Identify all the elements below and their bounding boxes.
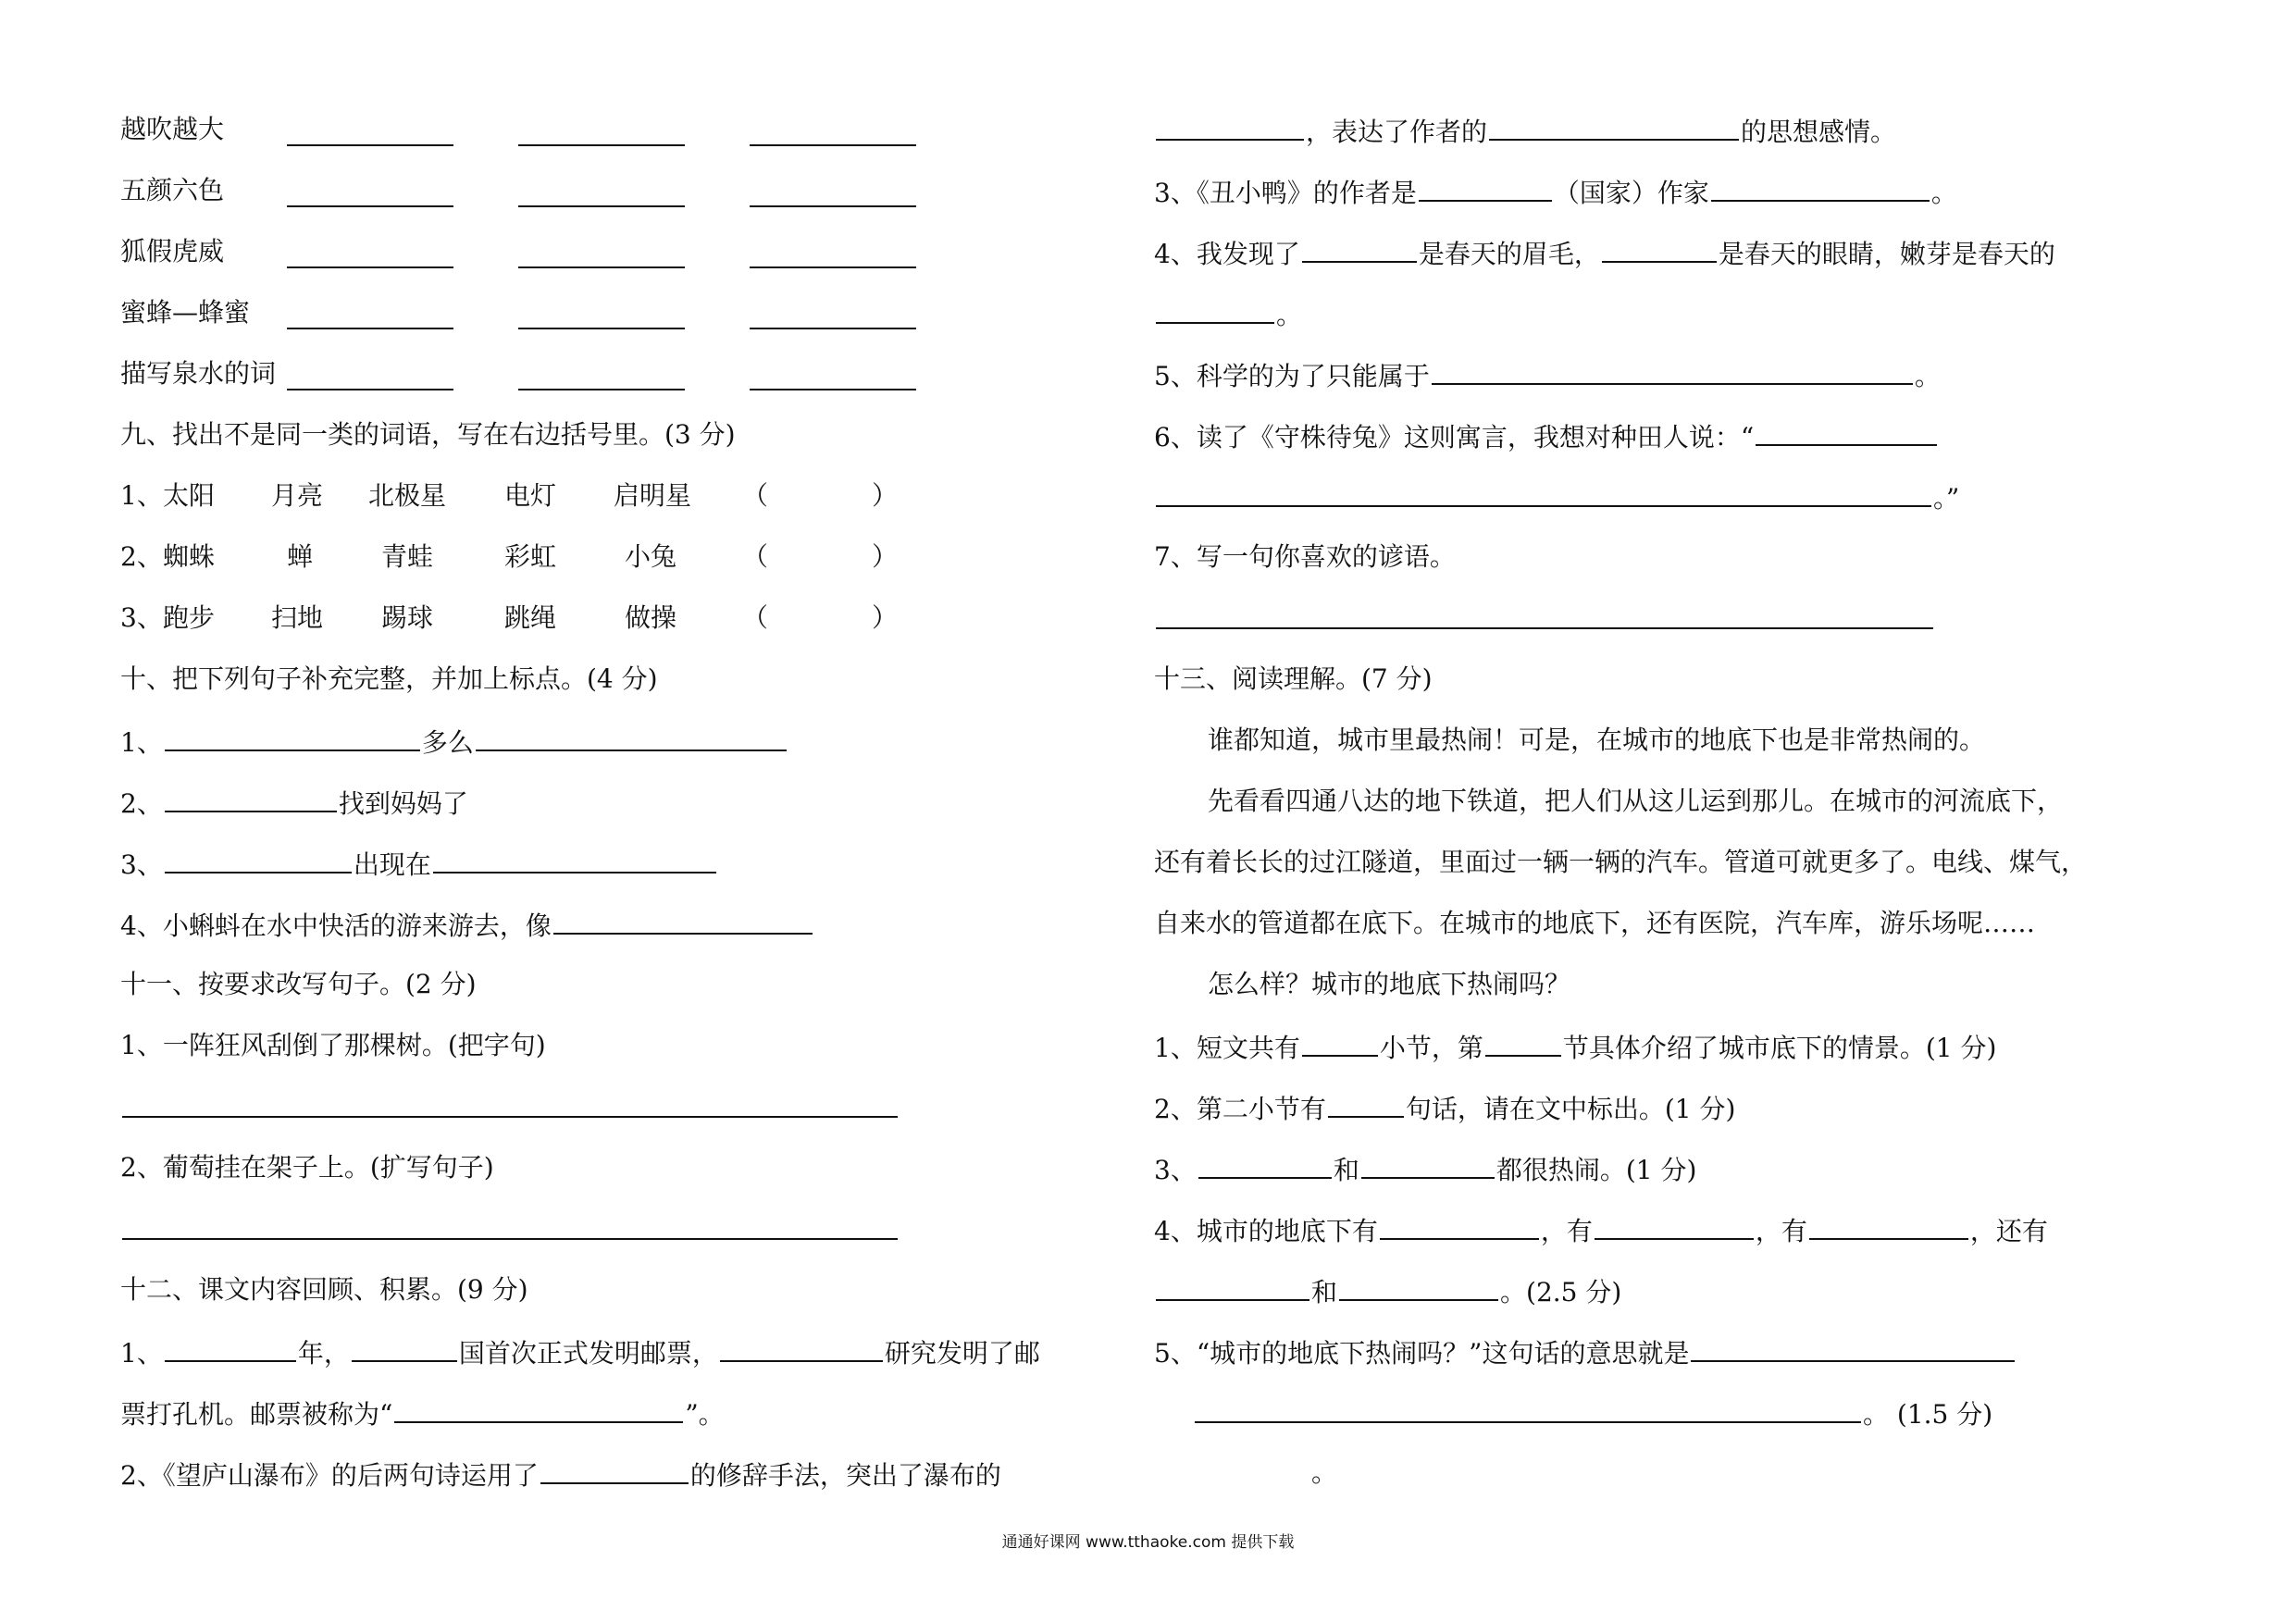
answer-blank[interactable]	[1156, 1271, 1309, 1301]
sentence-line	[120, 1394, 725, 1433]
answer-blank[interactable]	[287, 361, 453, 390]
sentence-text: ”。	[685, 1399, 725, 1430]
sentence-text: 票打孔机。邮票被称为“	[120, 1399, 393, 1430]
sentence-line	[1154, 172, 1957, 212]
sentence-text: 1、短文共有	[1154, 1033, 1300, 1063]
answer-blank[interactable]	[165, 783, 337, 812]
answer-blank[interactable]	[518, 300, 685, 329]
sentence-text: 多么	[421, 727, 474, 758]
word: 太阳	[163, 480, 216, 511]
sentence-line	[1154, 477, 1959, 517]
answer-blank[interactable]	[750, 300, 916, 329]
word: 蜘蛛	[163, 541, 216, 572]
item-number: 3、	[120, 849, 163, 880]
answer-blank[interactable]	[287, 300, 453, 329]
section-title-10: 十、把下列句子补充完整，并加上标点。(4 分)	[120, 663, 658, 694]
sentence-line	[1193, 1394, 1992, 1433]
idiom-label: 描写泉水的词	[120, 358, 277, 389]
answer-blank[interactable]	[476, 722, 787, 751]
answer-blank[interactable]	[165, 1332, 296, 1362]
answer-blank[interactable]	[750, 361, 916, 390]
sentence-line	[1154, 355, 1941, 395]
sentence-text: ，有	[1755, 1216, 1807, 1246]
word: 跳绳	[504, 602, 557, 633]
sentence-text: ，有	[1540, 1216, 1593, 1246]
answer-blank[interactable]	[518, 239, 685, 268]
word: 彩虹	[504, 541, 557, 572]
passage-paragraph: 还有着长长的过江隧道，里面过一辆一辆的汽车。管道可就更多了。电线、煤气，	[1154, 847, 2088, 877]
word: 青蛙	[381, 541, 434, 572]
sentence-text: 2、第二小节有	[1154, 1094, 1326, 1124]
sentence-text: 。	[1914, 361, 1941, 391]
answer-blank[interactable]	[1432, 355, 1913, 385]
answer-parentheses[interactable]: （ ）	[742, 480, 899, 511]
footer-source: 通通好课网 www.tthaoke.com 提供下载	[1001, 1533, 1295, 1552]
word: 踢球	[381, 602, 434, 633]
section-title-12: 十二、课文内容回顾、积累。(9 分)	[120, 1274, 528, 1305]
sentence-line: 。	[1311, 1457, 1338, 1488]
section-title-11: 十一、按要求改写句子。(2 分)	[120, 969, 477, 999]
answer-blank[interactable]	[750, 117, 916, 146]
sentence-text: 5、科学的为了只能属于	[1154, 361, 1430, 391]
answer-blank[interactable]	[1302, 233, 1417, 263]
sentence-text: 出现在	[353, 849, 431, 880]
answer-blank[interactable]	[1485, 1027, 1561, 1057]
answer-blank[interactable]	[1711, 172, 1930, 202]
word: 月亮	[271, 480, 324, 511]
sentence-text: （国家）作家	[1553, 178, 1709, 208]
sentence-text: 。	[1276, 300, 1303, 330]
sentence-line	[1154, 1027, 1996, 1067]
sentence-text: 和	[1333, 1155, 1359, 1185]
word: 小兔	[625, 541, 677, 572]
sentence-line	[120, 722, 788, 762]
item-number: 1、	[120, 480, 163, 511]
answer-blank[interactable]	[1198, 1149, 1332, 1179]
sentence-line	[120, 1332, 1040, 1372]
sentence-text: 4、我发现了	[1154, 239, 1300, 269]
sentence-text: 3、	[1154, 1155, 1197, 1185]
answer-blank[interactable]	[1595, 1210, 1754, 1240]
sentence-line	[1154, 1332, 2017, 1372]
sentence-text: 和	[1311, 1277, 1338, 1307]
sentence-line	[1154, 1210, 2048, 1250]
sentence-line	[1154, 1271, 1621, 1311]
answer-line[interactable]	[122, 1210, 898, 1240]
answer-blank[interactable]	[1809, 1210, 1968, 1240]
sentence-line	[1154, 111, 1896, 151]
rewrite-prompt: 1、一阵狂风刮倒了那棵树。(把字句)	[120, 1030, 546, 1060]
item-number: 3、	[120, 602, 163, 633]
answer-line[interactable]	[122, 1088, 898, 1118]
sentence-text: 。 (1.5 分)	[1863, 1399, 1993, 1430]
sentence-line	[1154, 1149, 1696, 1189]
passage-paragraph: 谁都知道，城市里最热闹！可是，在城市的地底下也是非常热闹的。	[1208, 725, 1986, 755]
answer-blank[interactable]	[720, 1332, 883, 1362]
answer-blank[interactable]	[1602, 233, 1717, 263]
word: 跑步	[163, 602, 216, 633]
section-title-9: 九、找出不是同一类的词语，写在右边括号里。(3 分)	[120, 419, 736, 450]
sentence-text: 研究发明了邮	[884, 1338, 1040, 1369]
sentence-line: 7、写一句你喜欢的谚语。	[1154, 541, 1456, 572]
answer-blank[interactable]	[518, 178, 685, 207]
sentence-text: 。	[1930, 178, 1957, 208]
answer-blank[interactable]	[1156, 477, 1931, 507]
sentence-text: 是春天的眉毛，	[1418, 239, 1600, 269]
sentence-text: 。(2.5 分)	[1500, 1277, 1622, 1307]
item-number: 2、	[120, 788, 163, 819]
passage-paragraph: 自来水的管道都在底下。在城市的地底下，还有医院，汽车库，游乐场呢……	[1154, 908, 2036, 938]
idiom-label: 五颜六色	[120, 175, 225, 205]
sentence-text: 2、《望庐山瀑布》的后两句诗运用了	[120, 1460, 539, 1491]
sentence-line	[1154, 1088, 1735, 1128]
answer-parentheses[interactable]: （ ）	[742, 541, 899, 572]
sentence-text: 的思想感情。	[1741, 117, 1897, 147]
answer-blank[interactable]	[1380, 1210, 1539, 1240]
answer-blank[interactable]	[750, 178, 916, 207]
answer-blank[interactable]	[1361, 1149, 1495, 1179]
answer-line[interactable]	[1156, 600, 1933, 629]
sentence-line	[120, 905, 814, 945]
sentence-text: 的修辞手法，突出了瀑布的	[689, 1460, 1001, 1491]
word: 做操	[625, 602, 677, 633]
sentence-text: 4、城市的地底下有	[1154, 1216, 1378, 1246]
idiom-label: 越吹越大	[120, 114, 225, 144]
answer-blank[interactable]	[287, 239, 453, 268]
sentence-text: 3、《丑小鸭》的作者是	[1154, 178, 1417, 208]
answer-blank[interactable]	[540, 1455, 689, 1484]
sentence-text: 国首次正式发明邮票，	[458, 1338, 718, 1369]
answer-blank[interactable]	[1419, 172, 1552, 202]
answer-blank[interactable]	[433, 844, 716, 873]
answer-blank[interactable]	[553, 905, 813, 935]
answer-blank[interactable]	[165, 722, 420, 751]
word: 蝉	[287, 541, 314, 572]
answer-blank[interactable]	[287, 117, 453, 146]
word: 电灯	[504, 480, 557, 511]
answer-blank[interactable]	[1756, 416, 1937, 446]
sentence-text: 6、读了《守株待兔》这则寓言，我想对种田人说：“	[1154, 422, 1755, 452]
sentence-text: 4、小蝌蚪在水中快活的游来游去，像	[120, 911, 552, 941]
passage-paragraph: 怎么样？城市的地底下热闹吗？	[1208, 969, 1571, 999]
sentence-text: 5、“城市的地底下热闹吗？”这句话的意思就是	[1154, 1338, 1690, 1369]
sentence-text: ，表达了作者的	[1306, 117, 1488, 147]
passage-paragraph: 先看看四通八达的地下铁道，把人们从这儿运到那儿。在城市的河流底下，	[1208, 786, 2064, 816]
answer-blank[interactable]	[1339, 1271, 1498, 1301]
word: 北极星	[368, 480, 447, 511]
answer-blank[interactable]	[287, 178, 453, 207]
sentence-line	[120, 1455, 1001, 1494]
answer-blank[interactable]	[1195, 1394, 1861, 1423]
idiom-label: 狐假虎威	[120, 236, 225, 266]
sentence-text: 找到妈妈了	[338, 788, 468, 819]
answer-blank[interactable]	[518, 117, 685, 146]
answer-blank[interactable]	[518, 361, 685, 390]
item-number: 1、	[120, 1338, 163, 1369]
word: 启明星	[614, 480, 692, 511]
sentence-text: 小节，第	[1379, 1033, 1483, 1063]
rewrite-prompt: 2、葡萄挂在架子上。(扩写句子)	[120, 1152, 494, 1183]
answer-blank[interactable]	[394, 1394, 683, 1423]
item-number: 2、	[120, 541, 163, 572]
sentence-text: 年，	[297, 1338, 350, 1369]
answer-blank[interactable]	[1302, 1027, 1378, 1057]
answer-blank[interactable]	[750, 239, 916, 268]
answer-blank[interactable]	[1489, 111, 1739, 141]
sentence-text: 句话，请在文中标出。(1 分)	[1405, 1094, 1736, 1124]
idiom-label: 蜜蜂—蜂蜜	[120, 297, 251, 328]
sentence-line	[1154, 233, 2055, 273]
answer-blank[interactable]	[165, 844, 352, 873]
sentence-text: 都很热闹。(1 分)	[1496, 1155, 1697, 1185]
answer-blank[interactable]	[352, 1332, 457, 1362]
sentence-line	[1154, 294, 1302, 334]
sentence-text: 是春天的眼睛，嫩芽是春天的	[1718, 239, 2055, 269]
section-title-13: 十三、阅读理解。(7 分)	[1154, 663, 1433, 694]
answer-blank[interactable]	[1156, 111, 1304, 141]
answer-parentheses[interactable]: （ ）	[742, 602, 899, 633]
sentence-line	[120, 844, 718, 884]
item-number: 1、	[120, 727, 163, 758]
sentence-text: 。”	[1933, 483, 1960, 514]
answer-blank[interactable]	[1691, 1332, 2015, 1362]
sentence-text: ，还有	[1969, 1216, 2048, 1246]
sentence-line	[120, 783, 468, 823]
word: 扫地	[271, 602, 324, 633]
sentence-line	[1154, 416, 1939, 456]
answer-blank[interactable]	[1156, 294, 1274, 324]
answer-blank[interactable]	[1328, 1088, 1404, 1118]
sentence-text: 节具体介绍了城市底下的情景。(1 分)	[1562, 1033, 1997, 1063]
